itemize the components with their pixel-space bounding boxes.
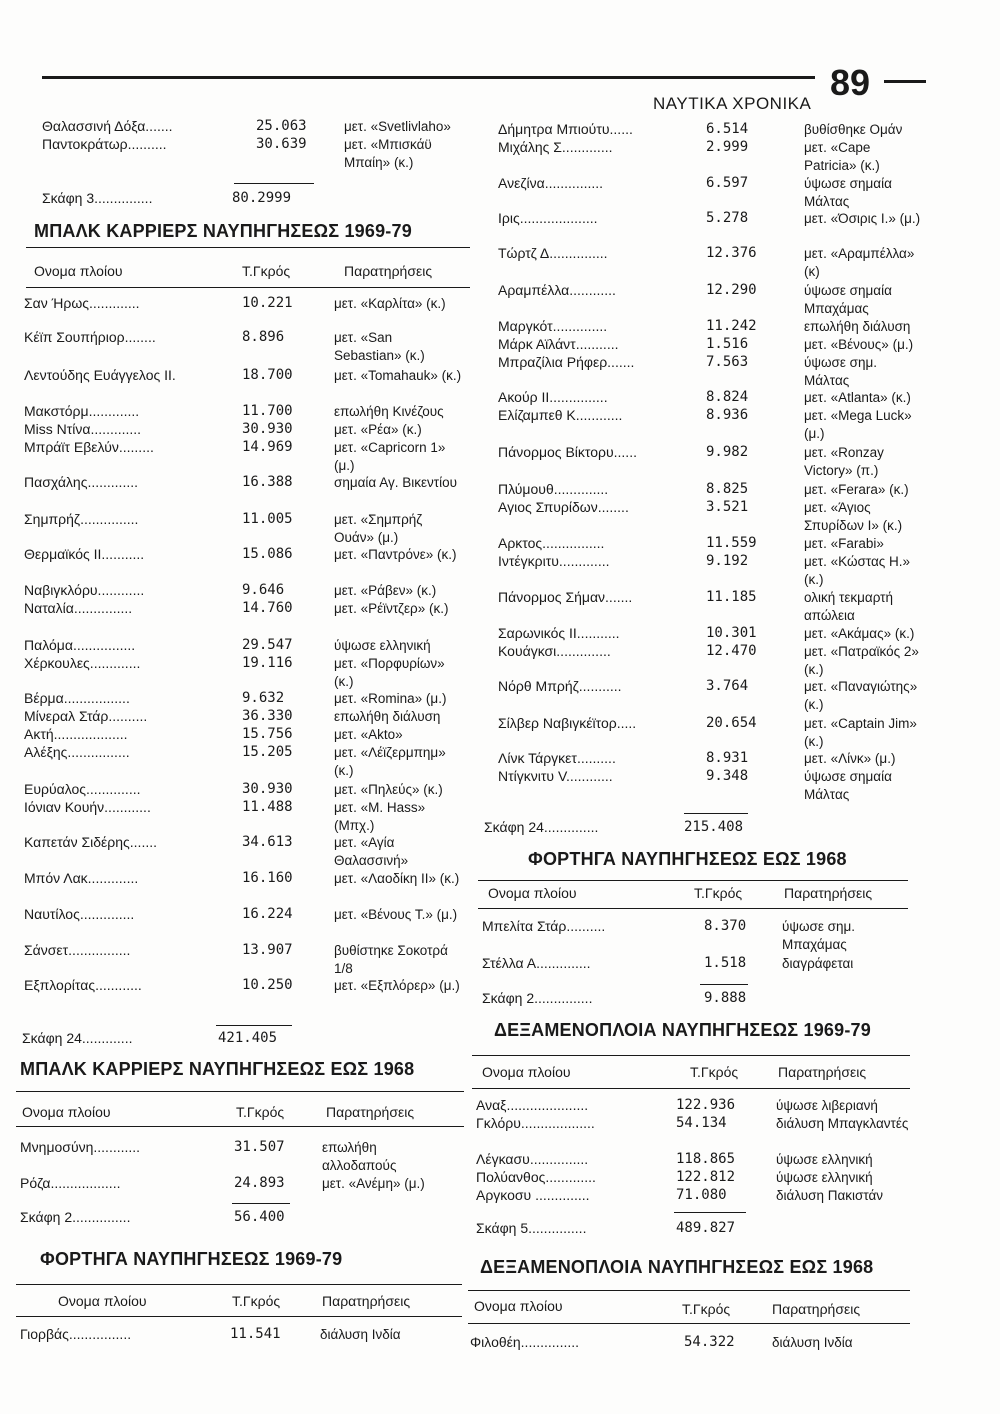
ship-name: Ελίζαμπεθ Κ............ bbox=[498, 407, 623, 423]
remarks: μετ. «Πορφυρίων» (κ.) bbox=[334, 656, 445, 689]
remarks: μετ. «Farabi» bbox=[804, 536, 884, 551]
sum-rule bbox=[674, 1212, 746, 1213]
tonnage: 8.825 bbox=[706, 481, 749, 497]
remarks: διάλυση Πακιστάν bbox=[776, 1188, 884, 1203]
column-header-remarks: Παρατηρήσεις bbox=[344, 263, 433, 279]
column-header-name: Ονομα πλοίου bbox=[58, 1293, 147, 1309]
section-title: ΦΟΡΤΗΓΑ ΝΑΥΠΗΓΗΣΕΩΣ ΕΩΣ 1968 bbox=[528, 849, 847, 869]
column-header-name: Ονομα πλοίου bbox=[22, 1104, 111, 1120]
ship-name: Εξπλορίτας............ bbox=[24, 977, 142, 993]
tonnage: 14.969 bbox=[242, 439, 293, 455]
remarks: μετ. «Καρλίτα» (κ.) bbox=[334, 296, 446, 311]
remarks: μετ. «Svetlivlaho» bbox=[344, 119, 451, 134]
remarks: μετ. «San Sebastian» (κ.) bbox=[334, 330, 425, 363]
remarks: μετ. «Παναγιώτης» (κ.) bbox=[804, 679, 918, 712]
sum-rule bbox=[700, 984, 748, 985]
remarks: μετ. «Σημπρήζ Ουάν» (μ.) bbox=[334, 512, 423, 545]
tonnage: 15.756 bbox=[242, 726, 293, 742]
tonnage: 9.646 bbox=[242, 582, 285, 598]
tonnage: 15.086 bbox=[242, 546, 293, 562]
tonnage: 54.134 bbox=[676, 1115, 727, 1131]
remarks: επωλήθη διάλυση bbox=[804, 319, 911, 334]
table-top-rule bbox=[26, 247, 470, 248]
ship-name: Μίνεραλ Στάρ.......... bbox=[24, 708, 148, 724]
tonnage: 3.521 bbox=[706, 499, 749, 515]
tonnage: 14.760 bbox=[242, 600, 293, 616]
remarks: μετ. «Λαοδίκη ΙΙ» (κ.) bbox=[334, 871, 460, 886]
ship-name: Παλόμα................ bbox=[24, 637, 136, 653]
ship-name: Λίνκ Τάργκετ.......... bbox=[498, 750, 616, 766]
column-header-remarks: Παρατηρήσεις bbox=[784, 885, 873, 901]
total-label: Σκάφη 24.............. bbox=[484, 819, 599, 835]
tonnage: 12.376 bbox=[706, 245, 757, 261]
column-header-name: Ονομα πλοίου bbox=[482, 1064, 571, 1080]
tonnage: 118.865 bbox=[676, 1151, 736, 1167]
sum-rule bbox=[684, 813, 748, 814]
remarks: μετ. «Ακάμας» (κ.) bbox=[804, 626, 915, 641]
tonnage: 10.221 bbox=[242, 295, 293, 311]
remarks: μετ. «Cape Patricia» (κ.) bbox=[804, 140, 880, 173]
remarks: μετ. «Πηλεύς» (κ.) bbox=[334, 782, 443, 797]
ship-name: Αρκτος................ bbox=[498, 535, 605, 551]
remarks: σημαία Αγ. Βικεντίου bbox=[334, 475, 457, 490]
remarks: μετ. «Βένους Τ.» (μ.) bbox=[334, 907, 458, 922]
remarks: διαγράφεται bbox=[782, 956, 854, 971]
column-header-tonnage: Τ.Γκρός bbox=[682, 1301, 731, 1317]
ship-name: Κουάγκσι.............. bbox=[498, 643, 611, 659]
ship-name: Ευρύαλος.............. bbox=[24, 781, 141, 797]
tonnage: 11.488 bbox=[242, 799, 293, 815]
ship-name: Χέρκουλες............. bbox=[24, 655, 141, 671]
tonnage: 24.893 bbox=[234, 1175, 285, 1191]
column-header-tonnage: Τ.Γκρός bbox=[232, 1293, 281, 1309]
ship-name: Πάνορμος Βίκτορυ...... bbox=[498, 444, 637, 460]
table-top-rule bbox=[16, 1091, 464, 1092]
remarks: διάλυση Ινδία bbox=[772, 1335, 853, 1350]
section-title: ΔΕΞΑΜΕΝΟΠΛΟΙΑ ΝΑΥΠΗΓΗΣΕΩΣ ΕΩΣ 1968 bbox=[480, 1257, 874, 1277]
tonnage: 36.330 bbox=[242, 708, 293, 724]
column-header-remarks: Παρατηρήσεις bbox=[326, 1104, 415, 1120]
remarks: ύψωσε σημ. Μπαχάμας bbox=[782, 919, 856, 952]
tonnage: 7.563 bbox=[706, 354, 749, 370]
remarks: μετ. «Ανέμη» (μ.) bbox=[322, 1176, 425, 1191]
ship-name: Σαν Ήρως............. bbox=[24, 295, 140, 311]
column-header-tonnage: Τ.Γκρός bbox=[694, 885, 743, 901]
remarks: ύψωσε σημαία Μάλτας bbox=[804, 176, 892, 209]
remarks: μετ. «Λίνκ» (μ.) bbox=[804, 751, 896, 766]
remarks: μετ. «Μ. Hass» (Μπχ.) bbox=[334, 800, 426, 833]
remarks: ολική τεκμαρτή απώλεια bbox=[804, 590, 894, 623]
remarks: μετ. «Romina» (μ.) bbox=[334, 691, 447, 706]
column-header-name: Ονομα πλοίου bbox=[474, 1298, 563, 1314]
remarks: μετ. «Λέϊζερμπημ» (κ.) bbox=[334, 745, 446, 778]
remarks: μετ. «Ρέα» (κ.) bbox=[334, 422, 422, 437]
ship-name: Πασχάλης............. bbox=[24, 474, 139, 490]
remarks: μετ. «Πατραϊκός 2» (κ.) bbox=[804, 644, 919, 677]
remarks: μετ. «Ferara» (κ.) bbox=[804, 482, 909, 497]
ship-name: Λέγκασυ............... bbox=[476, 1151, 589, 1167]
tonnage: 25.063 bbox=[256, 118, 307, 134]
tonnage: 10.301 bbox=[706, 625, 757, 641]
ship-name: Γκλόρυ................... bbox=[476, 1115, 595, 1131]
remarks: βυθίσθηκε Ομάν bbox=[804, 122, 903, 137]
ship-name: Θαλασσινή Δόξα....... bbox=[42, 118, 173, 134]
tonnage: 30.930 bbox=[242, 781, 293, 797]
remarks: ύψωσε ελληνική bbox=[776, 1152, 873, 1167]
ship-name: Μπόν Λακ............. bbox=[24, 870, 139, 886]
remarks: μετ. «Ronzay Victory» (π.) bbox=[804, 445, 884, 478]
remarks: μετ. «Άγιος Σπυρίδων Ι» (κ.) bbox=[804, 500, 903, 533]
header-rule-right bbox=[884, 80, 926, 83]
column-header-tonnage: Τ.Γκρός bbox=[690, 1064, 739, 1080]
ship-name: Μακστόρμ............. bbox=[24, 403, 140, 419]
tonnage: 11.185 bbox=[706, 589, 757, 605]
ship-name: Μπελίτα Στάρ.......... bbox=[482, 918, 606, 934]
column-header-tonnage: Τ.Γκρός bbox=[242, 263, 291, 279]
ship-name: Ακτή................... bbox=[24, 726, 128, 742]
total-label: Σκάφη 24............. bbox=[22, 1030, 133, 1046]
section-title: ΜΠΑΛΚ ΚΑΡΡΙΕΡΣ ΝΑΥΠΗΓΗΣΕΩΣ ΕΩΣ 1968 bbox=[20, 1059, 415, 1079]
tonnage: 20.654 bbox=[706, 715, 757, 731]
tonnage: 122.812 bbox=[676, 1169, 736, 1185]
ship-name: Μπράϊτ Εβελύν......... bbox=[24, 439, 154, 455]
column-header-tonnage: Τ.Γκρός bbox=[236, 1104, 285, 1120]
remarks: μετ. «Κώστας Η.» (κ.) bbox=[804, 554, 911, 587]
remarks: μετ. «Tomahauk» (κ.) bbox=[334, 368, 462, 383]
ship-name: Μιχάλης Σ............. bbox=[498, 139, 613, 155]
tonnage: 54.322 bbox=[684, 1334, 735, 1350]
ship-name: Σίλβερ Ναβιγκέϊτορ..... bbox=[498, 715, 637, 731]
remarks: ύψωσε λιβεριανή bbox=[776, 1098, 878, 1113]
tonnage: 8.824 bbox=[706, 389, 749, 405]
ship-name: Τώρτζ Δ............... bbox=[498, 245, 608, 261]
tonnage: 71.080 bbox=[676, 1187, 727, 1203]
ship-name: Ιρις.................... bbox=[498, 210, 598, 226]
total-value: 80.2999 bbox=[232, 190, 292, 206]
total-value: 421.405 bbox=[218, 1030, 278, 1046]
ship-name: Ακούρ ΙΙ............... bbox=[498, 389, 608, 405]
tonnage: 31.507 bbox=[234, 1139, 285, 1155]
table-header-rule bbox=[16, 1126, 464, 1127]
ship-name: Πολύανθος............. bbox=[476, 1169, 596, 1185]
remarks: μετ. «Εξπλόρερ» (μ.) bbox=[334, 978, 460, 993]
ship-name: Ρόζα.................. bbox=[20, 1175, 121, 1191]
tonnage: 11.541 bbox=[230, 1326, 281, 1342]
tonnage: 19.116 bbox=[242, 655, 293, 671]
remarks: μετ. «Παντρόνε» (κ.) bbox=[334, 547, 457, 562]
table-top-rule bbox=[16, 1284, 462, 1285]
running-title: ΝΑΥΤΙΚΑ ΧΡΟΝΙΚΑ bbox=[653, 94, 812, 113]
ship-name: Αραμπέλλα............ bbox=[498, 282, 616, 298]
tonnage: 8.370 bbox=[704, 918, 747, 934]
tonnage: 16.160 bbox=[242, 870, 293, 886]
remarks: επωλήθη Κινέζους bbox=[334, 404, 444, 419]
ship-name: Σάνσετ................ bbox=[24, 942, 131, 958]
ship-name: Γιορβάς................ bbox=[20, 1326, 132, 1342]
ship-name: Μαργκότ.............. bbox=[498, 318, 608, 334]
remarks: μετ. «Ράβεν» (κ.) bbox=[334, 583, 437, 598]
tonnage: 3.764 bbox=[706, 678, 749, 694]
ship-name: Βέρμα................. bbox=[24, 690, 130, 706]
tonnage: 5.278 bbox=[706, 210, 749, 226]
tonnage: 30.639 bbox=[256, 136, 307, 152]
column-header-remarks: Παρατηρήσεις bbox=[322, 1293, 411, 1309]
total-label: Σκάφη 2............... bbox=[20, 1209, 131, 1225]
page-number: 89 bbox=[830, 62, 871, 103]
column-header-name: Ονομα πλοίου bbox=[488, 885, 577, 901]
remarks: επωλήθη αλλοδαπούς bbox=[322, 1140, 397, 1173]
remarks: ύψωσε σημαία Μάλτας bbox=[804, 769, 892, 802]
table-top-rule bbox=[468, 1290, 910, 1291]
tonnage: 6.597 bbox=[706, 175, 749, 191]
tonnage: 11.005 bbox=[242, 511, 293, 527]
ship-name: Αλέξης................ bbox=[24, 744, 130, 760]
tonnage: 34.613 bbox=[242, 834, 293, 850]
remarks: ύψωσε σημαία Μπαχάμας bbox=[804, 283, 892, 316]
tonnage: 1.518 bbox=[704, 955, 747, 971]
tonnage: 8.931 bbox=[706, 750, 749, 766]
column-header-remarks: Παρατηρήσεις bbox=[778, 1064, 867, 1080]
tonnage: 12.470 bbox=[706, 643, 757, 659]
tonnage: 9.348 bbox=[706, 768, 749, 784]
tonnage: 18.700 bbox=[242, 367, 293, 383]
remarks: ύψωσε ελληνική bbox=[334, 638, 431, 653]
remarks: ύψωσε ελληνική bbox=[776, 1170, 873, 1185]
total-value: 56.400 bbox=[234, 1209, 285, 1225]
table-header-rule bbox=[26, 287, 470, 288]
total-value: 9.888 bbox=[704, 990, 747, 1006]
ship-name: Στέλλα Α.............. bbox=[482, 955, 591, 971]
section-title: ΦΟΡΤΗΓΑ ΝΑΥΠΗΓΗΣΕΩΣ 1969-79 bbox=[40, 1249, 343, 1269]
table-top-rule bbox=[472, 1055, 910, 1056]
sum-rule bbox=[234, 183, 314, 184]
total-label: Σκάφη 5............... bbox=[476, 1220, 587, 1236]
tonnage: 29.547 bbox=[242, 637, 293, 653]
table-top-rule bbox=[478, 880, 908, 881]
tonnage: 122.936 bbox=[676, 1097, 736, 1113]
ship-name: Αναξ..................... bbox=[476, 1097, 589, 1113]
tonnage: 1.516 bbox=[706, 336, 749, 352]
tonnage: 16.224 bbox=[242, 906, 293, 922]
tonnage: 11.700 bbox=[242, 403, 293, 419]
total-label: Σκάφη 3............... bbox=[42, 190, 153, 206]
ship-name: Ανεζίνα............... bbox=[498, 175, 604, 191]
ship-name: Σημπρήζ............... bbox=[24, 511, 139, 527]
tonnage: 12.290 bbox=[706, 282, 757, 298]
sum-rule bbox=[232, 1203, 290, 1204]
remarks: μετ. «Akto» bbox=[334, 727, 403, 742]
ship-name: Ναβιγκλόρυ............ bbox=[24, 582, 145, 598]
remarks: μετ. «Captain Jim» (κ.) bbox=[804, 716, 917, 749]
ship-name: Αργκοσυ .............. bbox=[476, 1187, 590, 1203]
tonnage: 9.192 bbox=[706, 553, 749, 569]
section-title: ΔΕΞΑΜΕΝΟΠΛΟΙΑ ΝΑΥΠΗΓΗΣΕΩΣ 1969-79 bbox=[494, 1020, 871, 1040]
ship-name: Μπραζίλια Ρήφερ....... bbox=[498, 354, 635, 370]
table-header-rule bbox=[472, 1088, 910, 1089]
tonnage: 9.982 bbox=[706, 444, 749, 460]
remarks: διάλυση Ινδία bbox=[320, 1327, 401, 1342]
tonnage: 11.242 bbox=[706, 318, 757, 334]
ship-name: Ναυτίλος.............. bbox=[24, 906, 135, 922]
ship-name: Πάνορμος Σήμαν....... bbox=[498, 589, 633, 605]
remarks: μετ. «Βένους» (μ.) bbox=[804, 337, 914, 352]
ship-name: Ντίγκνιτυ V............ bbox=[498, 768, 613, 784]
ship-name: Σαρωνικός ΙΙ........... bbox=[498, 625, 620, 641]
total-value: 215.408 bbox=[684, 819, 744, 835]
remarks: μετ. «Atlanta» (κ.) bbox=[804, 390, 911, 405]
tonnage: 8.936 bbox=[706, 407, 749, 423]
remarks: επωλήθη διάλυση bbox=[334, 709, 441, 724]
remarks: μετ. «Μπισκάϋ Μπαίη» (κ.) bbox=[344, 137, 432, 170]
tonnage: 10.250 bbox=[242, 977, 293, 993]
tonnage: 13.907 bbox=[242, 942, 293, 958]
ship-name: Μνημοσύνη............ bbox=[20, 1139, 141, 1155]
tonnage: 11.559 bbox=[706, 535, 757, 551]
remarks: ύψωσε σημ. Μάλτας bbox=[804, 355, 878, 388]
table-header-rule bbox=[478, 908, 908, 909]
section-title: ΜΠΑΛΚ ΚΑΡΡΙΕΡΣ ΝΑΥΠΗΓΗΣΕΩΣ 1969-79 bbox=[34, 221, 412, 241]
remarks: μετ. «Όσιρις Ι.» (μ.) bbox=[804, 211, 921, 226]
column-header-name: Ονομα πλοίου bbox=[34, 263, 123, 279]
sum-rule bbox=[216, 1025, 292, 1026]
tonnage: 30.930 bbox=[242, 421, 293, 437]
table-header-rule bbox=[16, 1316, 462, 1317]
table-header-rule bbox=[468, 1323, 910, 1324]
total-label: Σκάφη 2............... bbox=[482, 990, 593, 1006]
tonnage: 6.514 bbox=[706, 121, 749, 137]
ship-name: Μάρκ Αϊλάντ........... bbox=[498, 336, 619, 352]
remarks: διάλυση Μπαγκλαντές bbox=[776, 1116, 909, 1131]
ship-name: Κέϊπ Σουπήριορ........ bbox=[24, 329, 156, 345]
ship-name: Δήμητρα Μπιούτυ...... bbox=[498, 121, 633, 137]
remarks: μετ. «Αγία Θαλασσινή» bbox=[334, 835, 409, 868]
ship-name: Θερμαϊκός ΙΙ........... bbox=[24, 546, 145, 562]
ship-name: Καπετάν Σιδέρης....... bbox=[24, 834, 157, 850]
remarks: βυθίστηκε Σοκοτρά 1/8 bbox=[334, 943, 448, 976]
ship-name: Miss Ντίνα............. bbox=[24, 421, 142, 437]
header-rule bbox=[42, 76, 815, 79]
ship-name: Νόρθ Μπρήζ........... bbox=[498, 678, 622, 694]
tonnage: 15.205 bbox=[242, 744, 293, 760]
remarks: μετ. «Mega Luck» (μ.) bbox=[804, 408, 912, 441]
total-value: 489.827 bbox=[676, 1220, 736, 1236]
remarks: μετ. «Αραμπέλλα» (κ) bbox=[804, 246, 915, 279]
column-header-remarks: Παρατηρήσεις bbox=[772, 1301, 861, 1317]
ship-name: Λεντούδης Ευάγγελος ΙΙ. bbox=[24, 367, 176, 383]
ship-name: Ναταλία............... bbox=[24, 600, 133, 616]
ship-name: Πλύμουθ.............. bbox=[498, 481, 609, 497]
ship-name: Ιντέγκριτυ............. bbox=[498, 553, 610, 569]
ship-name: Φιλοθέη............... bbox=[470, 1334, 580, 1350]
remarks: μετ. «Ρέϊντζερ» (κ.) bbox=[334, 601, 449, 616]
tonnage: 8.896 bbox=[242, 329, 285, 345]
ship-name: Παντοκράτωρ.......... bbox=[42, 136, 167, 152]
tonnage: 16.388 bbox=[242, 474, 293, 490]
ship-name: Ιόνιαν Κουήν............ bbox=[24, 799, 151, 815]
remarks: μετ. «Capricorn 1» (μ.) bbox=[334, 440, 446, 473]
ship-name: Αγιος Σπυρίδων........ bbox=[498, 499, 629, 515]
tonnage: 9.632 bbox=[242, 690, 285, 706]
tonnage: 2.999 bbox=[706, 139, 749, 155]
